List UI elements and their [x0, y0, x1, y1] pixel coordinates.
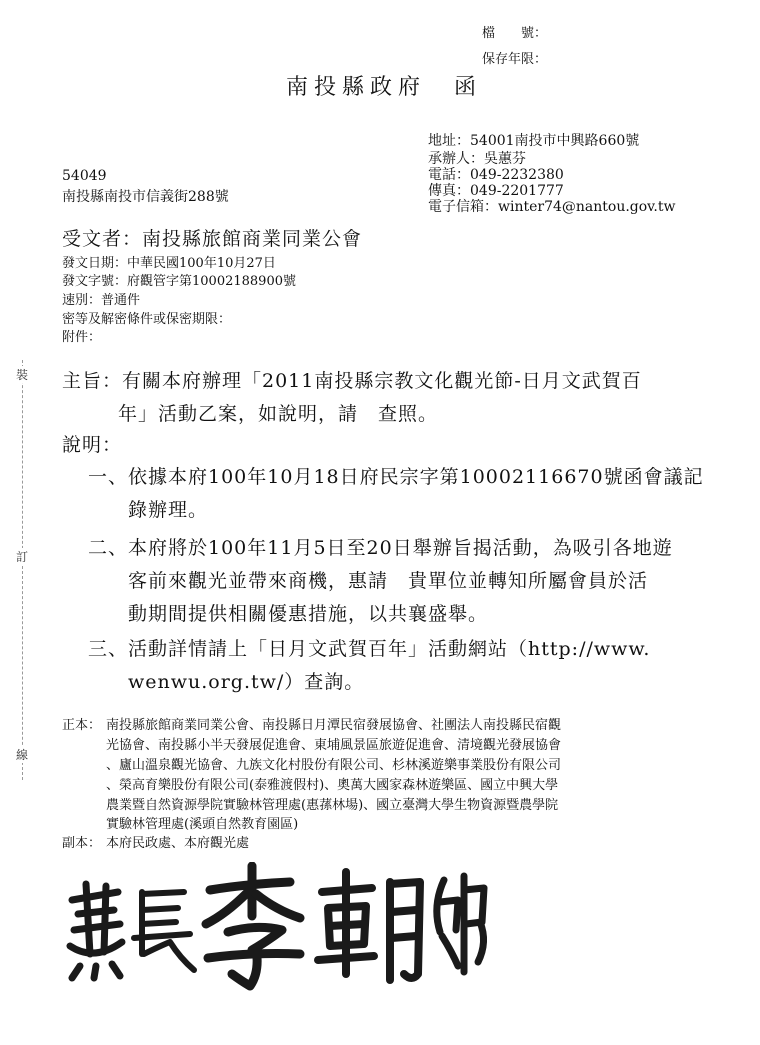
explanation-item-1-line-2: 錄辦理。	[128, 499, 209, 521]
explanation-item-2-line-1: 二、本府將於100年11月5日至20日舉辦旨揭活動，為吸引各地遊	[88, 537, 673, 559]
binding-mark-ding: 訂	[16, 550, 29, 564]
signature-char-xian	[70, 884, 122, 978]
main-recipients-line-2: 光協會、南投縣小半天發展促進會、東埔風景區旅遊促進會、清境觀光發展協會	[106, 738, 562, 753]
retention-period-label: 保存年限：	[482, 52, 548, 67]
explanation-item-3-line-2: wenwu.org.tw/）查詢。	[128, 671, 365, 693]
main-recipients-line-5: 農業暨自然資源學院實驗林管理處(惠蓀林場)、國立臺灣大學生物資源暨農學院	[106, 798, 559, 813]
sender-fax: 傳真：049-2201777	[428, 183, 564, 199]
explanation-item-2-line-3: 動期間提供相關優惠措施，以共襄盛舉。	[128, 603, 489, 625]
secrecy-level: 密等及解密條件或保密期限：	[62, 312, 232, 327]
delivery-speed: 速別：普通件	[62, 293, 141, 308]
signature-image	[60, 862, 500, 992]
subject-line-2: 年」活動乙案，如說明，請 查照。	[118, 403, 439, 425]
sender-phone: 電話：049-2232380	[428, 167, 564, 183]
explanation-item-2-line-2: 客前來觀光並帶來商機，惠請 貴單位並轉知所屬會員於活	[128, 570, 649, 592]
main-recipients-line-4: 、榮高育樂股份有限公司(泰雅渡假村)、奧萬大國家森林遊樂區、國立中興大學	[106, 778, 559, 793]
recipient-line: 受文者：南投縣旅館商業同業公會	[62, 228, 363, 250]
signature-char-chao	[318, 872, 420, 980]
signature-char-li	[206, 866, 300, 986]
recipient-street-address: 南投縣南投市信義街288號	[62, 189, 229, 205]
file-number-label: 檔 號：	[482, 26, 548, 41]
main-recipients-line-1: 南投縣旅館商業同業公會、南投縣日月潭民宿發展協會、社團法人南投縣民宿觀	[106, 718, 562, 733]
issue-date: 發文日期：中華民國100年10月27日	[62, 256, 276, 271]
copy-recipients: 本府民政處、本府觀光處	[106, 836, 250, 851]
explanation-item-3-line-1: 三、活動詳情請上「日月文武賀百年」活動網站（http://www.	[88, 638, 651, 660]
attachment-label: 附件：	[62, 330, 102, 345]
sender-handler: 承辦人：吳蕙芬	[428, 151, 526, 167]
main-recipients-label: 正本：	[62, 718, 102, 733]
sender-address: 地址：54001南投市中興路660號	[428, 133, 640, 149]
binding-mark-xian: 線	[16, 748, 29, 762]
main-recipients-line-6: 實驗林管理處(溪頭自然教育園區)	[106, 817, 299, 832]
recipient-postal-code: 54049	[62, 168, 107, 184]
page-title: 南投縣政府 函	[286, 75, 483, 100]
sender-email: 電子信箱：winter74@nantou.gov.tw	[428, 199, 676, 215]
signature-char-qing	[437, 876, 484, 972]
binding-mark-zhuang: 裝	[16, 368, 29, 382]
binding-dashed-line	[22, 360, 23, 780]
explanation-heading: 說明：	[62, 434, 123, 456]
explanation-item-1-line-1: 一、依據本府100年10月18日府民宗字第10002116670號函會議記	[88, 466, 704, 488]
main-recipients-line-3: 、廬山溫泉觀光協會、九族文化村股份有限公司、杉林溪遊樂事業股份有限公司	[106, 758, 562, 773]
subject-line-1: 主旨：有關本府辦理「2011南投縣宗教文化觀光節-日月文武賀百	[62, 370, 642, 392]
document-number: 發文字號：府觀管字第10002188900號	[62, 274, 296, 289]
signature-char-zhang	[134, 892, 194, 970]
copy-recipients-label: 副本：	[62, 836, 102, 851]
